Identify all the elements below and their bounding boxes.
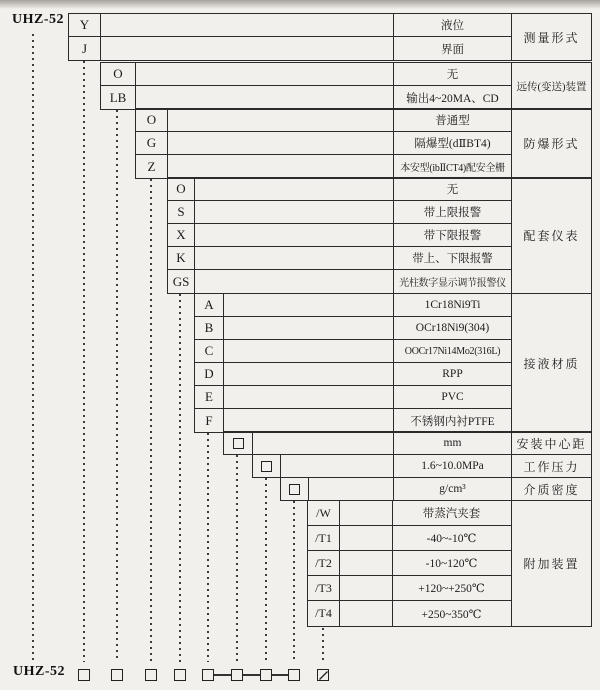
category-cell: 配套仪表 xyxy=(512,177,592,294)
desc-cell: -10~120℃ xyxy=(425,558,478,570)
dotted-line xyxy=(293,501,295,662)
spec-row xyxy=(308,501,511,526)
desc-cell: 普通型 xyxy=(435,115,470,127)
desc-cell: 界面 xyxy=(441,43,464,56)
spec-row xyxy=(101,63,511,86)
code-cell: Y xyxy=(69,14,101,36)
code-cell: A xyxy=(195,294,224,316)
code-cell xyxy=(281,478,309,500)
desc-cell: 1Cr18Ni9Ti xyxy=(424,299,481,311)
blank-box-icon xyxy=(202,669,214,681)
group-working-pressure xyxy=(252,454,512,478)
desc-cell: g/cm³ xyxy=(439,483,466,495)
desc-cell: 隔爆型(dⅡBT4) xyxy=(414,138,491,150)
code-cell: G xyxy=(136,132,168,154)
spacer-cell xyxy=(224,317,394,339)
model-label-top: UHZ-52 xyxy=(12,12,64,27)
code-cell: J xyxy=(69,37,101,60)
group-measure-form xyxy=(68,13,512,61)
model-label-bottom: UHZ-52 xyxy=(13,664,65,679)
spacer-cell xyxy=(340,576,393,600)
code-cell: Z xyxy=(136,155,168,178)
dotted-line xyxy=(207,433,209,662)
spec-row xyxy=(281,478,511,500)
spacer-cell xyxy=(340,526,393,550)
spacer-cell xyxy=(195,201,394,223)
spec-row xyxy=(224,432,511,454)
spacer-cell xyxy=(224,340,394,362)
spacer-cell xyxy=(168,109,394,131)
desc-cell: PVC xyxy=(441,391,464,403)
spacer-cell xyxy=(101,14,394,36)
spec-row xyxy=(136,109,511,132)
spacer-cell xyxy=(195,178,394,200)
scan-edge-shadow xyxy=(0,0,600,9)
code-cell: O xyxy=(168,178,195,200)
dotted-line xyxy=(236,455,238,662)
spec-row xyxy=(195,340,511,363)
category-cell: 介质密度 xyxy=(512,477,592,501)
desc-cell: 带上、下限报警 xyxy=(412,253,493,265)
spacer-cell xyxy=(340,601,393,626)
code-cell: /T1 xyxy=(308,526,340,550)
code-cell: K xyxy=(168,247,195,269)
spacer-cell xyxy=(101,37,394,60)
code-cell xyxy=(224,432,253,454)
code-cell: /T2 xyxy=(308,551,340,575)
code-cell: C xyxy=(195,340,224,362)
group-additional-device xyxy=(307,500,512,627)
desc-cell: 带下限报警 xyxy=(423,230,482,242)
code-cell: S xyxy=(168,201,195,223)
category-cell: 防爆形式 xyxy=(512,108,592,179)
blank-box-icon xyxy=(288,669,300,681)
spacer-cell xyxy=(224,294,394,316)
spacer-cell xyxy=(224,386,394,408)
spec-row xyxy=(195,363,511,386)
desc-cell: 无 xyxy=(446,184,459,196)
category-cell: 安装中心距 xyxy=(512,431,592,455)
code-cell: GS xyxy=(168,270,195,293)
desc-cell: 无 xyxy=(446,69,459,81)
desc-cell: 液位 xyxy=(441,20,464,32)
group-center-distance xyxy=(223,431,512,455)
box-connector-line xyxy=(243,674,260,676)
blank-box-icon xyxy=(260,669,272,681)
category-cell: 远传(变送)装置 xyxy=(512,62,592,110)
desc-cell: 光柱数字显示调节报警仪 xyxy=(399,278,506,289)
desc-cell: 本安型(ibⅡCT4)配安全栅 xyxy=(400,163,505,174)
spec-row xyxy=(308,601,511,626)
category-cell: 工作压力 xyxy=(512,454,592,478)
desc-cell: 带上限报警 xyxy=(423,207,482,219)
spec-row xyxy=(136,155,511,178)
spacer-cell xyxy=(168,155,394,178)
code-cell: X xyxy=(168,224,195,246)
spec-row xyxy=(308,526,511,551)
spec-row xyxy=(195,409,511,432)
spec-row xyxy=(69,37,511,60)
spacer-cell xyxy=(195,270,394,293)
group-medium-density xyxy=(280,477,512,501)
blank-box-icon xyxy=(233,438,244,449)
spacer-cell xyxy=(253,432,394,454)
group-matched-instrument xyxy=(167,177,512,294)
code-cell: D xyxy=(195,363,224,385)
spec-row xyxy=(195,294,511,317)
spacer-cell xyxy=(309,478,394,500)
desc-cell: mm xyxy=(443,437,462,449)
blank-box-icon xyxy=(261,461,272,472)
spec-row xyxy=(308,576,511,601)
spacer-cell xyxy=(340,501,393,525)
desc-cell: 1.6~10.0MPa xyxy=(421,460,484,472)
spec-row xyxy=(136,132,511,155)
code-cell: B xyxy=(195,317,224,339)
desc-cell: 不锈钢内衬PTFE xyxy=(410,415,495,428)
spec-row xyxy=(168,247,511,270)
dotted-line xyxy=(265,478,267,662)
code-cell: O xyxy=(101,63,136,85)
spec-row xyxy=(69,14,511,37)
dotted-line xyxy=(322,628,324,662)
spacer-cell xyxy=(281,455,394,477)
spec-row xyxy=(308,551,511,576)
group-remote-transmitter xyxy=(100,62,512,110)
group-wetted-material xyxy=(194,293,512,433)
spacer-cell xyxy=(136,63,394,85)
dotted-line xyxy=(116,110,118,662)
spacer-cell xyxy=(168,132,394,154)
spec-row xyxy=(195,386,511,409)
desc-cell: OOCr17Ni14Mo2(316L) xyxy=(404,345,501,357)
desc-cell: 输出4~20MA、CD xyxy=(406,92,499,105)
code-cell: /T4 xyxy=(308,601,340,626)
spacer-cell xyxy=(224,363,394,385)
spacer-cell xyxy=(136,86,394,109)
blank-box-icon xyxy=(289,484,300,495)
spec-row xyxy=(168,224,511,247)
category-cell: 测量形式 xyxy=(512,13,592,61)
desc-cell: +120~+250℃ xyxy=(418,583,485,595)
code-cell: O xyxy=(136,109,168,131)
spec-row xyxy=(168,178,511,201)
desc-cell: +250~350℃ xyxy=(421,608,482,621)
box-connector-line xyxy=(214,674,231,676)
blank-box-icon xyxy=(231,669,243,681)
dotted-line xyxy=(32,34,34,662)
code-cell xyxy=(253,455,281,477)
spacer-cell xyxy=(340,551,393,575)
desc-cell: RPP xyxy=(442,368,463,380)
spec-row xyxy=(168,201,511,224)
dotted-line xyxy=(179,294,181,662)
desc-cell: -40~-10℃ xyxy=(426,533,477,545)
slashed-box-icon xyxy=(317,669,329,681)
blank-box-icon xyxy=(111,669,123,681)
spacer-cell xyxy=(224,409,394,432)
box-connector-line xyxy=(272,674,288,676)
group-explosion-proof xyxy=(135,108,512,179)
code-cell: LB xyxy=(101,86,136,109)
code-cell: /W xyxy=(308,501,340,525)
blank-box-icon xyxy=(145,669,157,681)
code-cell: E xyxy=(195,386,224,408)
spacer-cell xyxy=(195,247,394,269)
blank-box-icon xyxy=(78,669,90,681)
desc-cell: 带蒸汽夹套 xyxy=(422,508,481,520)
code-cell: /T3 xyxy=(308,576,340,600)
spec-row xyxy=(195,317,511,340)
desc-cell: OCr18Ni9(304) xyxy=(415,322,490,334)
dotted-line xyxy=(83,61,85,662)
code-cell: F xyxy=(195,409,224,432)
spec-row xyxy=(168,270,511,293)
category-cell: 附加装置 xyxy=(512,500,592,627)
dotted-line xyxy=(150,179,152,662)
spec-row xyxy=(253,455,511,477)
spacer-cell xyxy=(195,224,394,246)
blank-box-icon xyxy=(174,669,186,681)
category-cell: 接液材质 xyxy=(512,293,592,433)
spec-row xyxy=(101,86,511,109)
